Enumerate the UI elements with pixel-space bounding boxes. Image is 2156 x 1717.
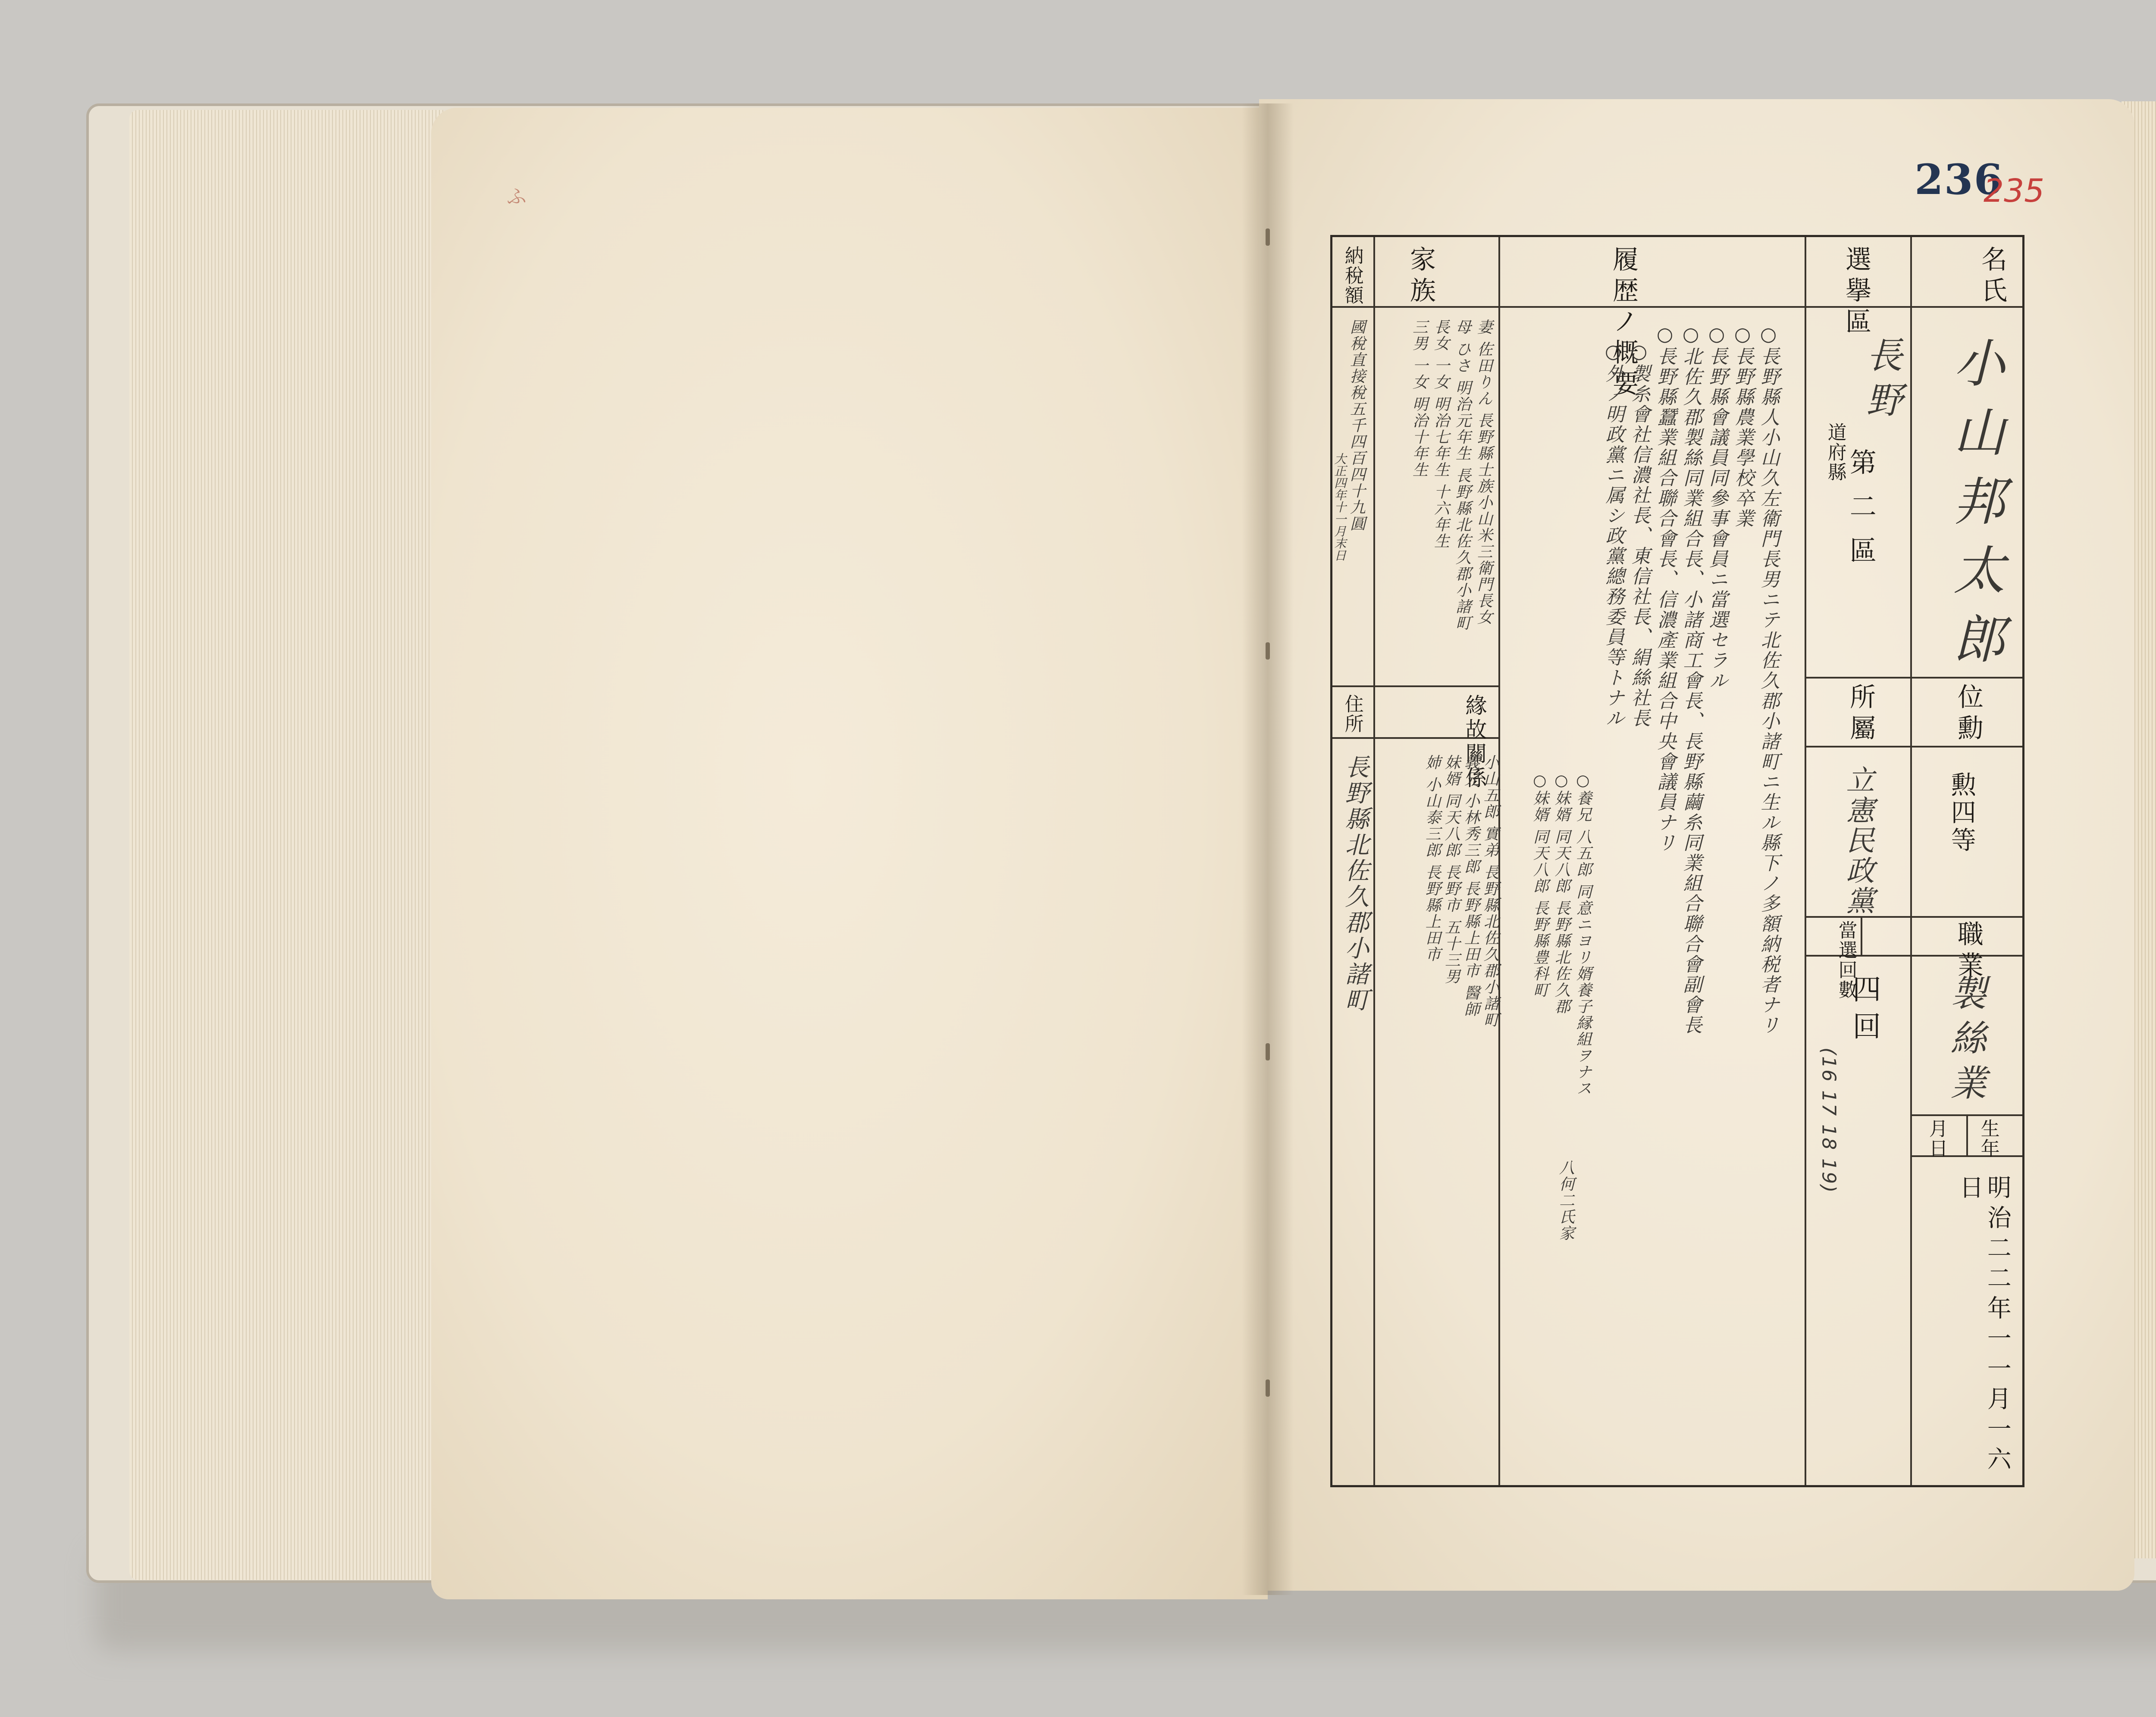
relations-line: ○妹婿 同天八郎 長野縣豊科町 xyxy=(1531,772,1549,998)
name-value: 小山邦太郎 xyxy=(1945,336,2005,681)
divider xyxy=(1805,237,1806,1485)
relations-line: ○養兄 八五郎 同意ニヨリ婿養子縁組ヲナス xyxy=(1574,772,1592,1097)
family-label: 家族 xyxy=(1406,246,1436,308)
page-number-handwritten: 235 xyxy=(1984,172,2045,210)
times-elected-note: (16 17 18 19) xyxy=(1818,1048,1840,1194)
family-line: 母 ひさ 明治元年生 長野縣北佐久郡小諸町 xyxy=(1453,319,1471,632)
relations-line: ○妹婿 同天八郎 長野縣北佐久郡 xyxy=(1552,772,1570,1015)
relations-line: 姉 小山泰三郎 長野縣上田市 xyxy=(1423,754,1441,963)
biography-line: ○長野縣會議員同參事會員ニ當選セラル xyxy=(1705,323,1728,691)
birth-label-a: 生年 xyxy=(1977,1119,1999,1158)
tax-value: 國稅直接稅五千四百四十九圓 xyxy=(1348,319,1366,532)
divider xyxy=(1332,685,1498,687)
biography-label: 履歴ノ概要 xyxy=(1608,246,1639,401)
divider xyxy=(1805,955,1910,957)
divider xyxy=(1910,746,2022,747)
party-value: 立憲民政黨 xyxy=(1841,765,1874,916)
left-page xyxy=(431,108,1268,1599)
divider xyxy=(1910,237,1912,1485)
relations-label: 緣故關係 xyxy=(1462,694,1487,791)
divider xyxy=(1373,237,1375,1485)
times-elected-label: 當選回數 xyxy=(1835,920,1857,1000)
relations-line: 義兄 小林秀三郎 長野縣上田市 醫師 xyxy=(1462,754,1480,1018)
party-label: 所屬 xyxy=(1846,683,1876,745)
family-line: 長女 一女 明治七年生 十六年生 xyxy=(1432,319,1450,550)
left-page-stack xyxy=(129,110,444,1580)
birth-label-b: 月日 xyxy=(1925,1119,1948,1158)
binding-stitch xyxy=(1266,1043,1270,1060)
occupation-value: 製絲業 xyxy=(1944,974,1987,1109)
binding-stitch xyxy=(1266,1379,1270,1397)
left-page-mark: ふ xyxy=(507,185,526,208)
relations-line: 妹婿 同天八郎 長野市 五十三男 xyxy=(1442,754,1460,985)
page-number: 236 xyxy=(1915,155,2004,204)
rank-value: 勲四等 xyxy=(1946,772,1976,854)
divider xyxy=(1805,746,1910,747)
biography-line: ○長野縣人小山久左衛門長男ニテ北佐久郡小諸町ニ生ル縣下ノ多額納税者ナリ xyxy=(1757,323,1780,1035)
family-line: 妻 佐田りん 長野縣士族小山米三衛門長女 xyxy=(1475,319,1493,626)
district-ku: 第二區 xyxy=(1845,448,1877,580)
birth-value: 明治二二年一一月一六日 xyxy=(1955,1175,2012,1476)
divider xyxy=(1966,1114,1968,1155)
relations-line: 小山五郎 實弟 長野縣北佐久郡小諸町 xyxy=(1481,754,1499,1028)
name-label: 名氏 xyxy=(1977,246,2007,308)
divider xyxy=(1805,916,1910,918)
divider xyxy=(1332,306,2022,308)
times-elected-value: 四回 xyxy=(1847,974,1881,1048)
district-label: 選擧區 xyxy=(1841,246,1871,339)
district-prefecture: 長野 xyxy=(1860,336,1903,426)
tax-sub: 大正四年十一月末日 xyxy=(1332,453,1347,561)
book-gutter xyxy=(1242,103,1294,1595)
family-line: 三男 一女 明治十年生 xyxy=(1410,319,1428,478)
biography-line: ○長野縣蠶業組合聯合會長、信濃產業組合中央會議員ナリ xyxy=(1654,323,1676,853)
rank-label: 位勳 xyxy=(1953,683,1984,745)
binding-stitch xyxy=(1266,228,1270,246)
divider xyxy=(1805,677,1910,679)
binding-stitch xyxy=(1266,642,1270,660)
biography-line: ○長野縣農業學校卒業 xyxy=(1731,323,1754,529)
biography-line: ○外ノ明政黨ニ属シ政黨總務委員等トナル xyxy=(1602,341,1624,729)
tax-label: 納稅額 xyxy=(1341,246,1363,305)
divider xyxy=(1861,916,1862,955)
member-record-form xyxy=(1330,235,2024,1487)
divider xyxy=(1910,916,2022,918)
address-value: 長野縣北佐久郡小諸町 xyxy=(1341,754,1369,1013)
biography-line: ○製糸會社信濃社長、東信社長、絹絲社長 xyxy=(1628,341,1650,729)
address-label: 住所 xyxy=(1341,694,1363,734)
relations-extra: 八何二氏家 xyxy=(1557,1160,1575,1242)
biography-line: ○北佐久郡製絲同業組合長、小諸商工會長、長野縣繭糸同業組合聯合會副會長 xyxy=(1680,323,1702,1035)
district-suffix: 道府縣 xyxy=(1824,422,1846,482)
occupation-label: 職業 xyxy=(1953,920,1984,982)
